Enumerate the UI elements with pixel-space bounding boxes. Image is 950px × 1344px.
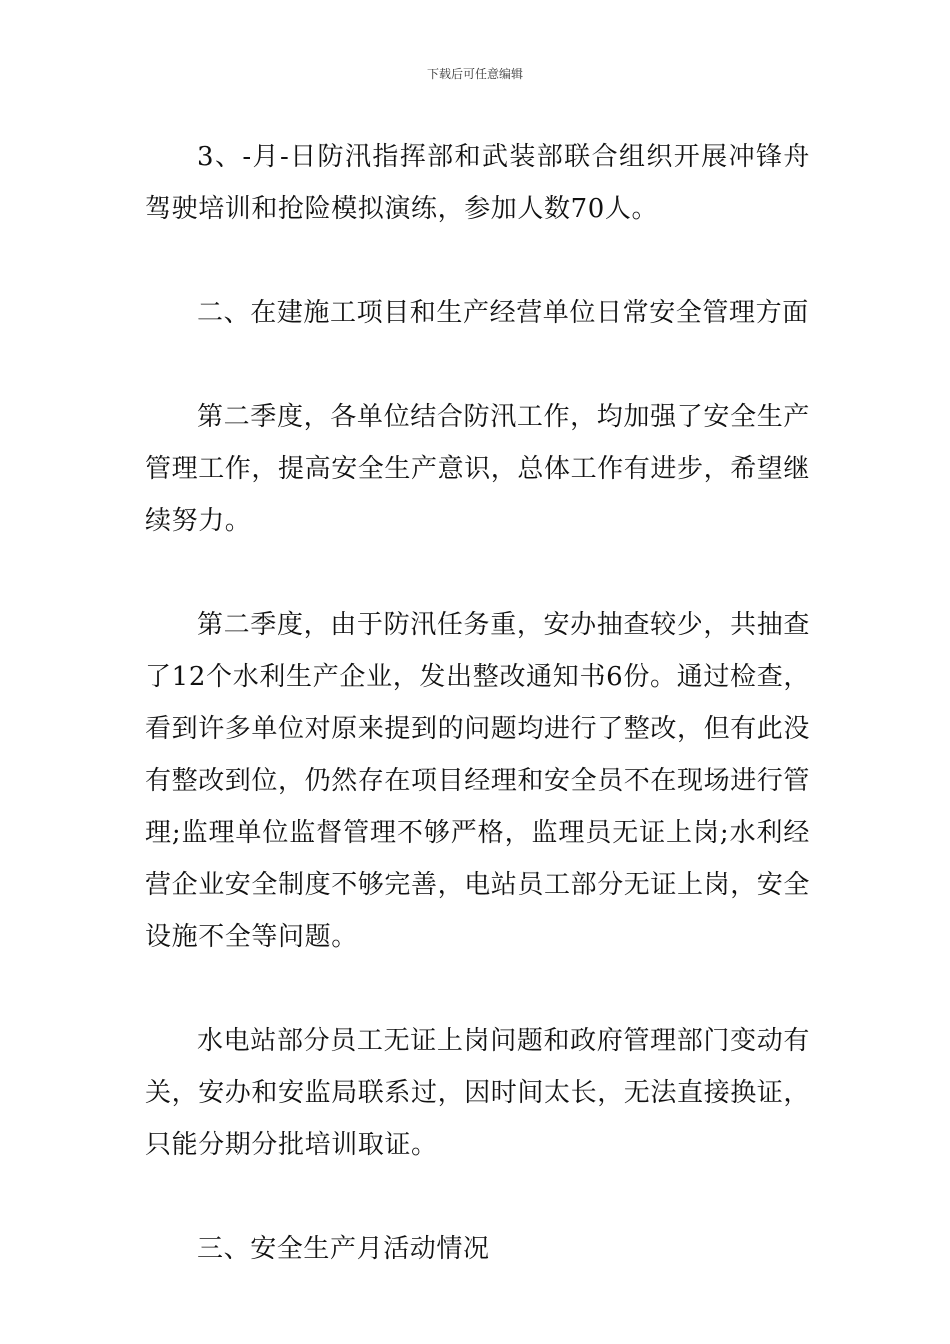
paragraph-hydropower-certification: 水电站部分员工无证上岗问题和政府管理部门变动有关，安办和安监局联系过，因时间太长，无法直接换证，只能分期分批培训取证。 xyxy=(145,1026,811,1160)
paragraph-safety-management: 第二季度，各单位结合防汛工作，均加强了安全生产管理工作，提高安全生产意识，总体工作有进步，希望继续努力。 xyxy=(145,402,811,536)
paragraph-drill-training: 3、-月-日防汛指挥部和武装部联合组织开展冲锋舟驾驶培训和抢险模拟演练，参加人数70人。 xyxy=(145,142,810,224)
paragraph-inspection-results: 第二季度，由于防汛任务重，安办抽查较少，共抽查了12个水利生产企业，发出整改通知书6份。通过检查，看到许多单位对原来提到的问题均进行了整改，但有此没有整改到位，仍然存在项目经理和安全员不在现场进行管理;监理单位监督管理不够严格，监理员无证上岗;水利经营企业安全制度不够完善，电站员工部分无证上岗，安全设施不全等问题。 xyxy=(145,610,811,952)
paragraph-gap xyxy=(145,963,810,1015)
paragraph-gap xyxy=(145,235,810,287)
document-body xyxy=(145,131,810,1275)
paragraph-gap xyxy=(145,1171,810,1223)
section-heading-daily-safety: 二、在建施工项目和生产经营单位日常安全管理方面 xyxy=(197,298,809,328)
section-heading-safety-month: 三、安全生产月活动情况 xyxy=(197,1234,490,1264)
paragraph-gap xyxy=(145,547,810,599)
paragraph-gap xyxy=(145,339,810,391)
page-header: 下载后可任意编辑 xyxy=(426,67,523,81)
